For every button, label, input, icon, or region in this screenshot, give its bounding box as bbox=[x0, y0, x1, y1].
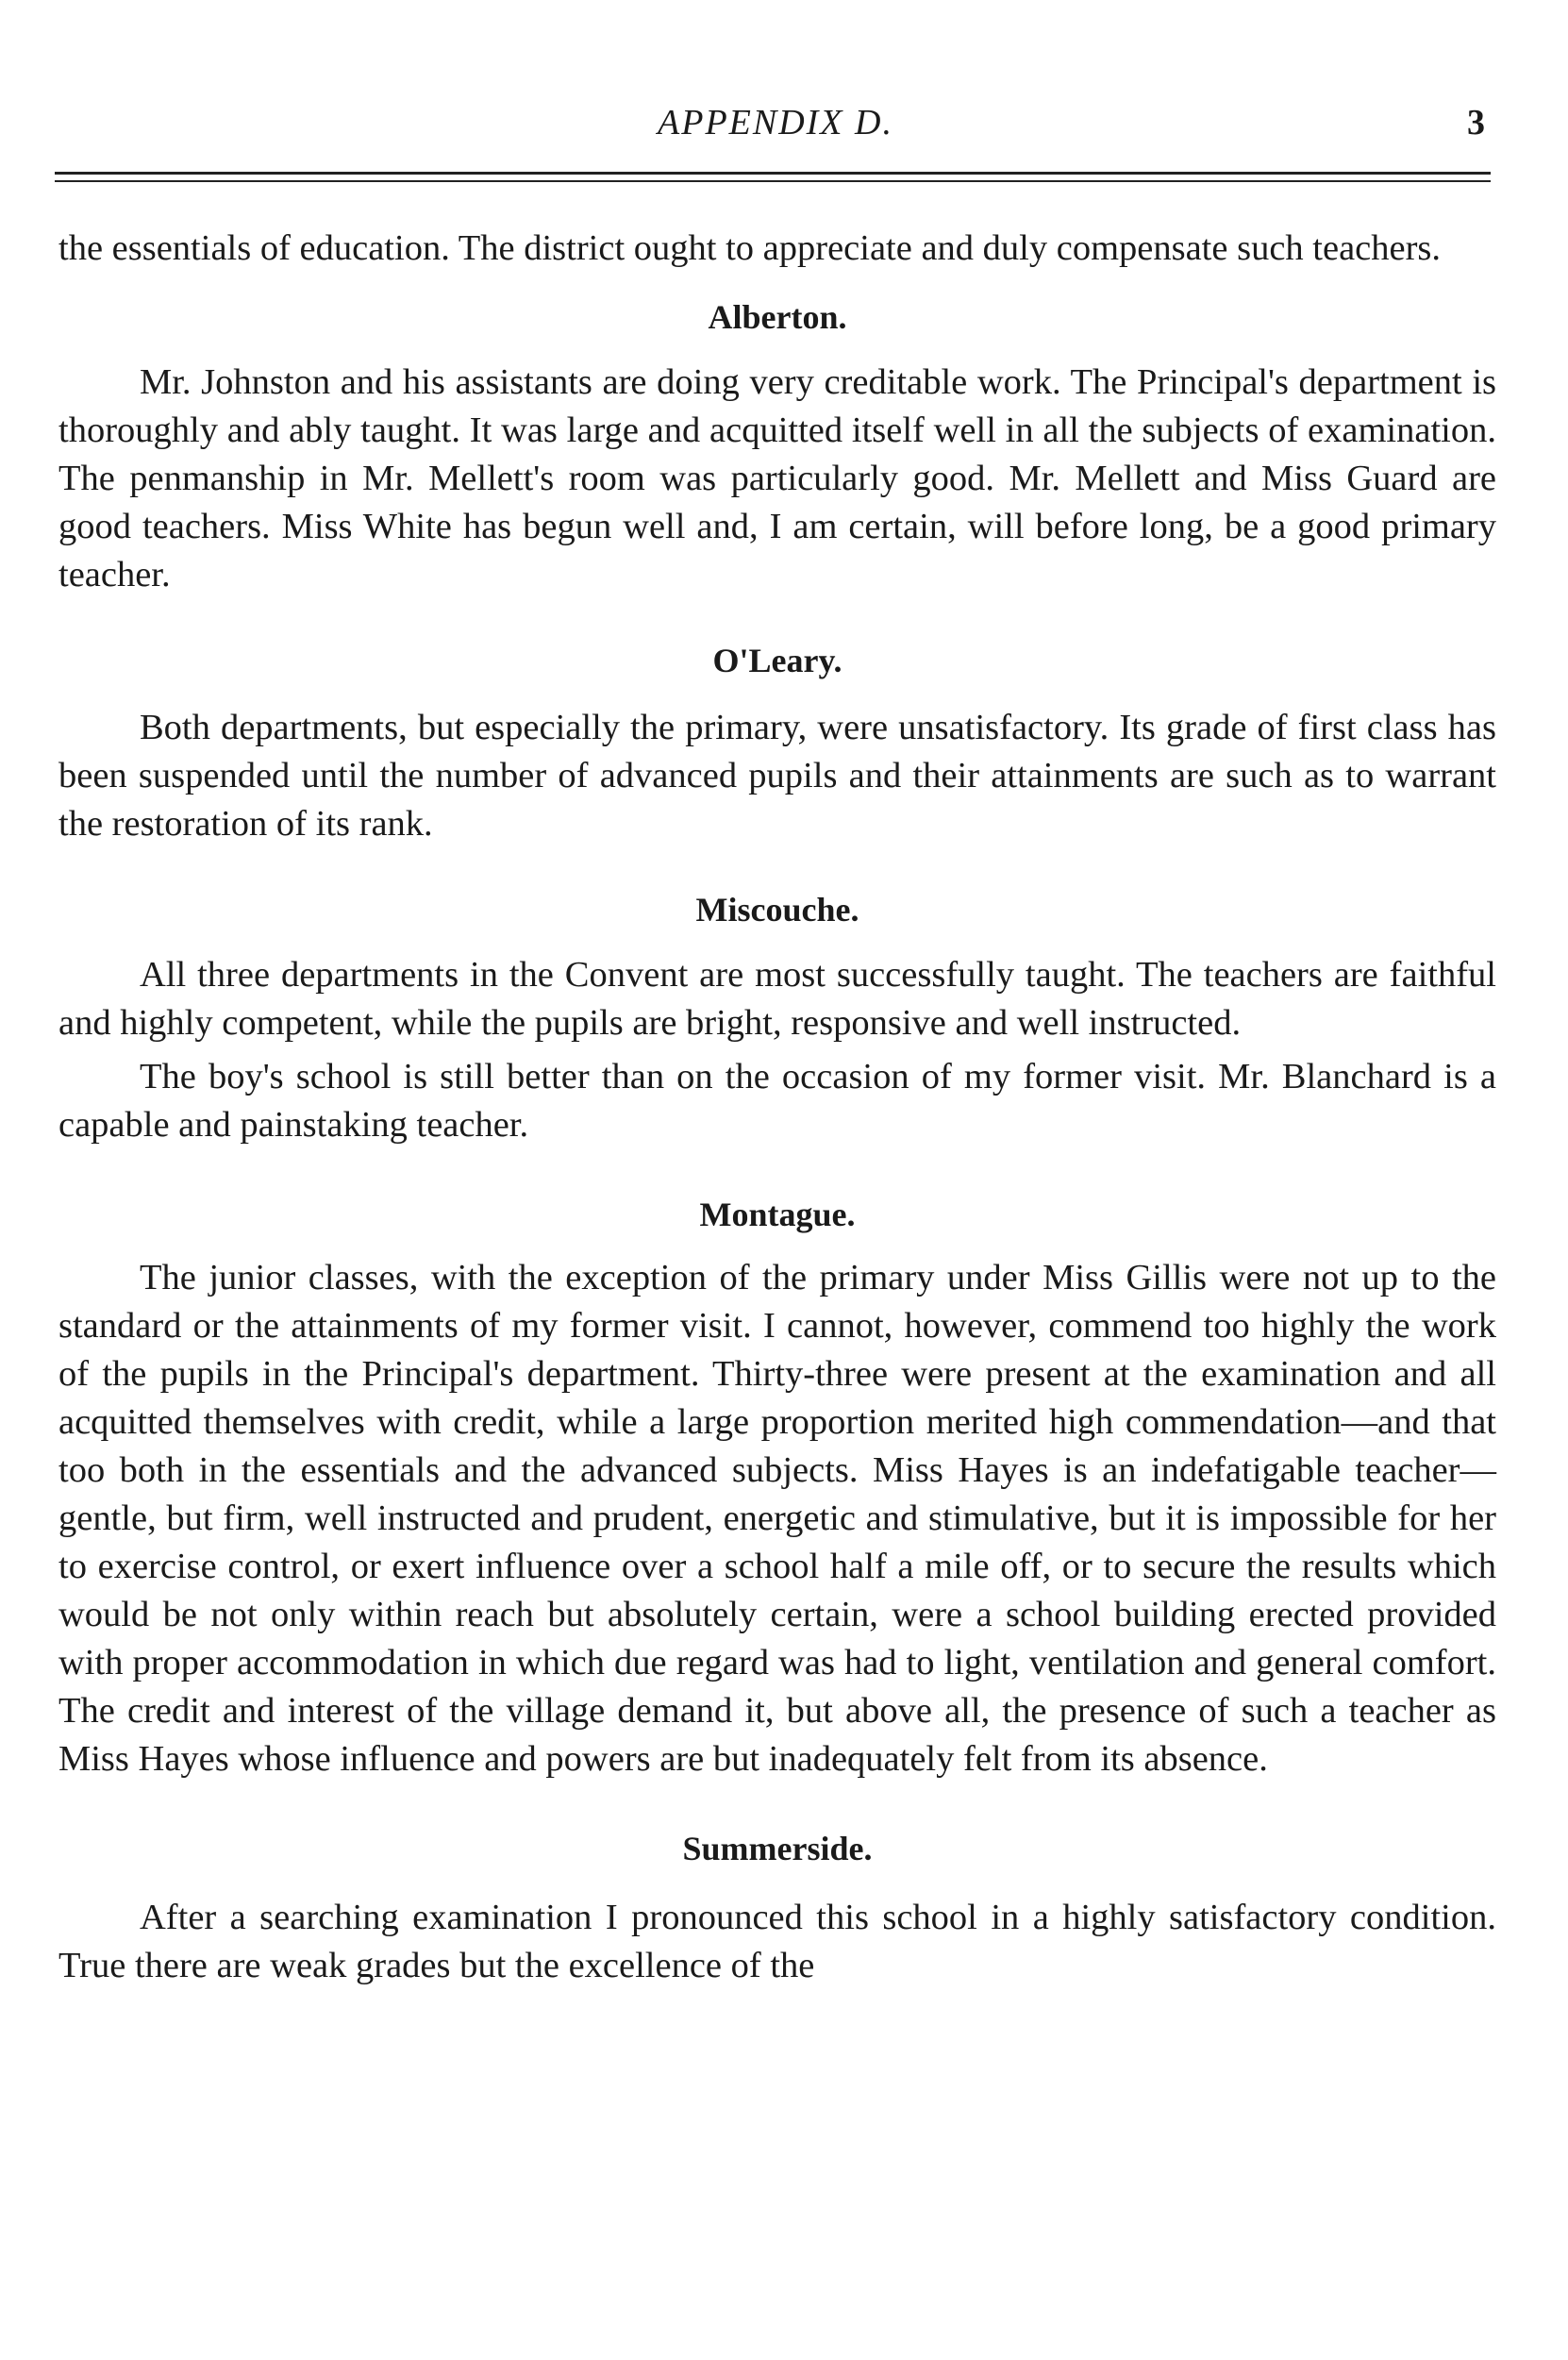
paragraph: The boy's school is still better than on the occasion of my former visit. Mr. Blanchard is a capable and painstaking teacher. bbox=[58, 1057, 1496, 1145]
intro-paragraph: the essentials of education. The district ought to appreciate and duly compensate such teachers. bbox=[58, 228, 1442, 268]
section-heading-oleary: O'Leary. bbox=[712, 642, 842, 679]
paragraph: The junior classes, with the exception of the primary under Miss Gillis were not up to the standard or the attainments of my former visit. I cannot, however, commend too highly the work of the pupils in the Principal's department. Thirty-three were present at the examination and all acquitted themselves with credit, while a large proportion merited high commendation—and that too both in the essentials and the advanced subjects. Miss Hayes is an indefatigable teacher—gentle, but firm, well instructed and prudent, energetic and stimulative, but it is impossible for her to exercise control, or exert influence over a school half a mile off, or to secure the results which would be not only within reach but absolutely certain, were a school building erected provided with proper accommodation in which due regard was had to light, ventilation and general comfort. The credit and interest of the village demand it, but above all, the presence of such a teacher as Miss Hayes whose influence and powers are but inadequately felt from its absence. bbox=[58, 1258, 1496, 1779]
section-heading-summerside: Summerside. bbox=[682, 1830, 873, 1867]
text-column bbox=[58, 225, 1496, 1990]
paragraph: All three departments in the Convent are most successfully taught. The teachers are faithful and highly competent, while the pupils are bright, responsive and well instructed. bbox=[58, 955, 1496, 1043]
section-heading-miscouche: Miscouche. bbox=[695, 891, 859, 929]
header-rule bbox=[55, 180, 1491, 182]
paragraph: Both departments, but especially the primary, were unsatisfactory. Its grade of first class has been suspended until the number of advanced pupils and their attainments are such as to warrant the restoration of its rank. bbox=[58, 708, 1496, 844]
running-head bbox=[58, 102, 1493, 159]
section-heading-alberton: Alberton. bbox=[708, 298, 847, 336]
page-number: 3 bbox=[1467, 103, 1485, 142]
paragraph: After a searching examination I pronounced this school in a highly satisfactory condition. True there are weak grades but the excellence of the bbox=[58, 1898, 1496, 1985]
header-rule bbox=[55, 172, 1491, 175]
paragraph: Mr. Johnston and his assistants are doing very creditable work. The Principal's department is thoroughly and ably taught. It was large and acquitted itself well in all the subjects of examination. The penmanship in Mr. Mellett's room was particularly good. Mr. Mellett and Miss Guard are good teachers. Miss White has begun well and, I am certain, will before long, be a good primary teacher. bbox=[58, 362, 1496, 594]
section-heading-montague: Montague. bbox=[699, 1196, 856, 1233]
running-title: APPENDIX D. bbox=[658, 103, 893, 142]
